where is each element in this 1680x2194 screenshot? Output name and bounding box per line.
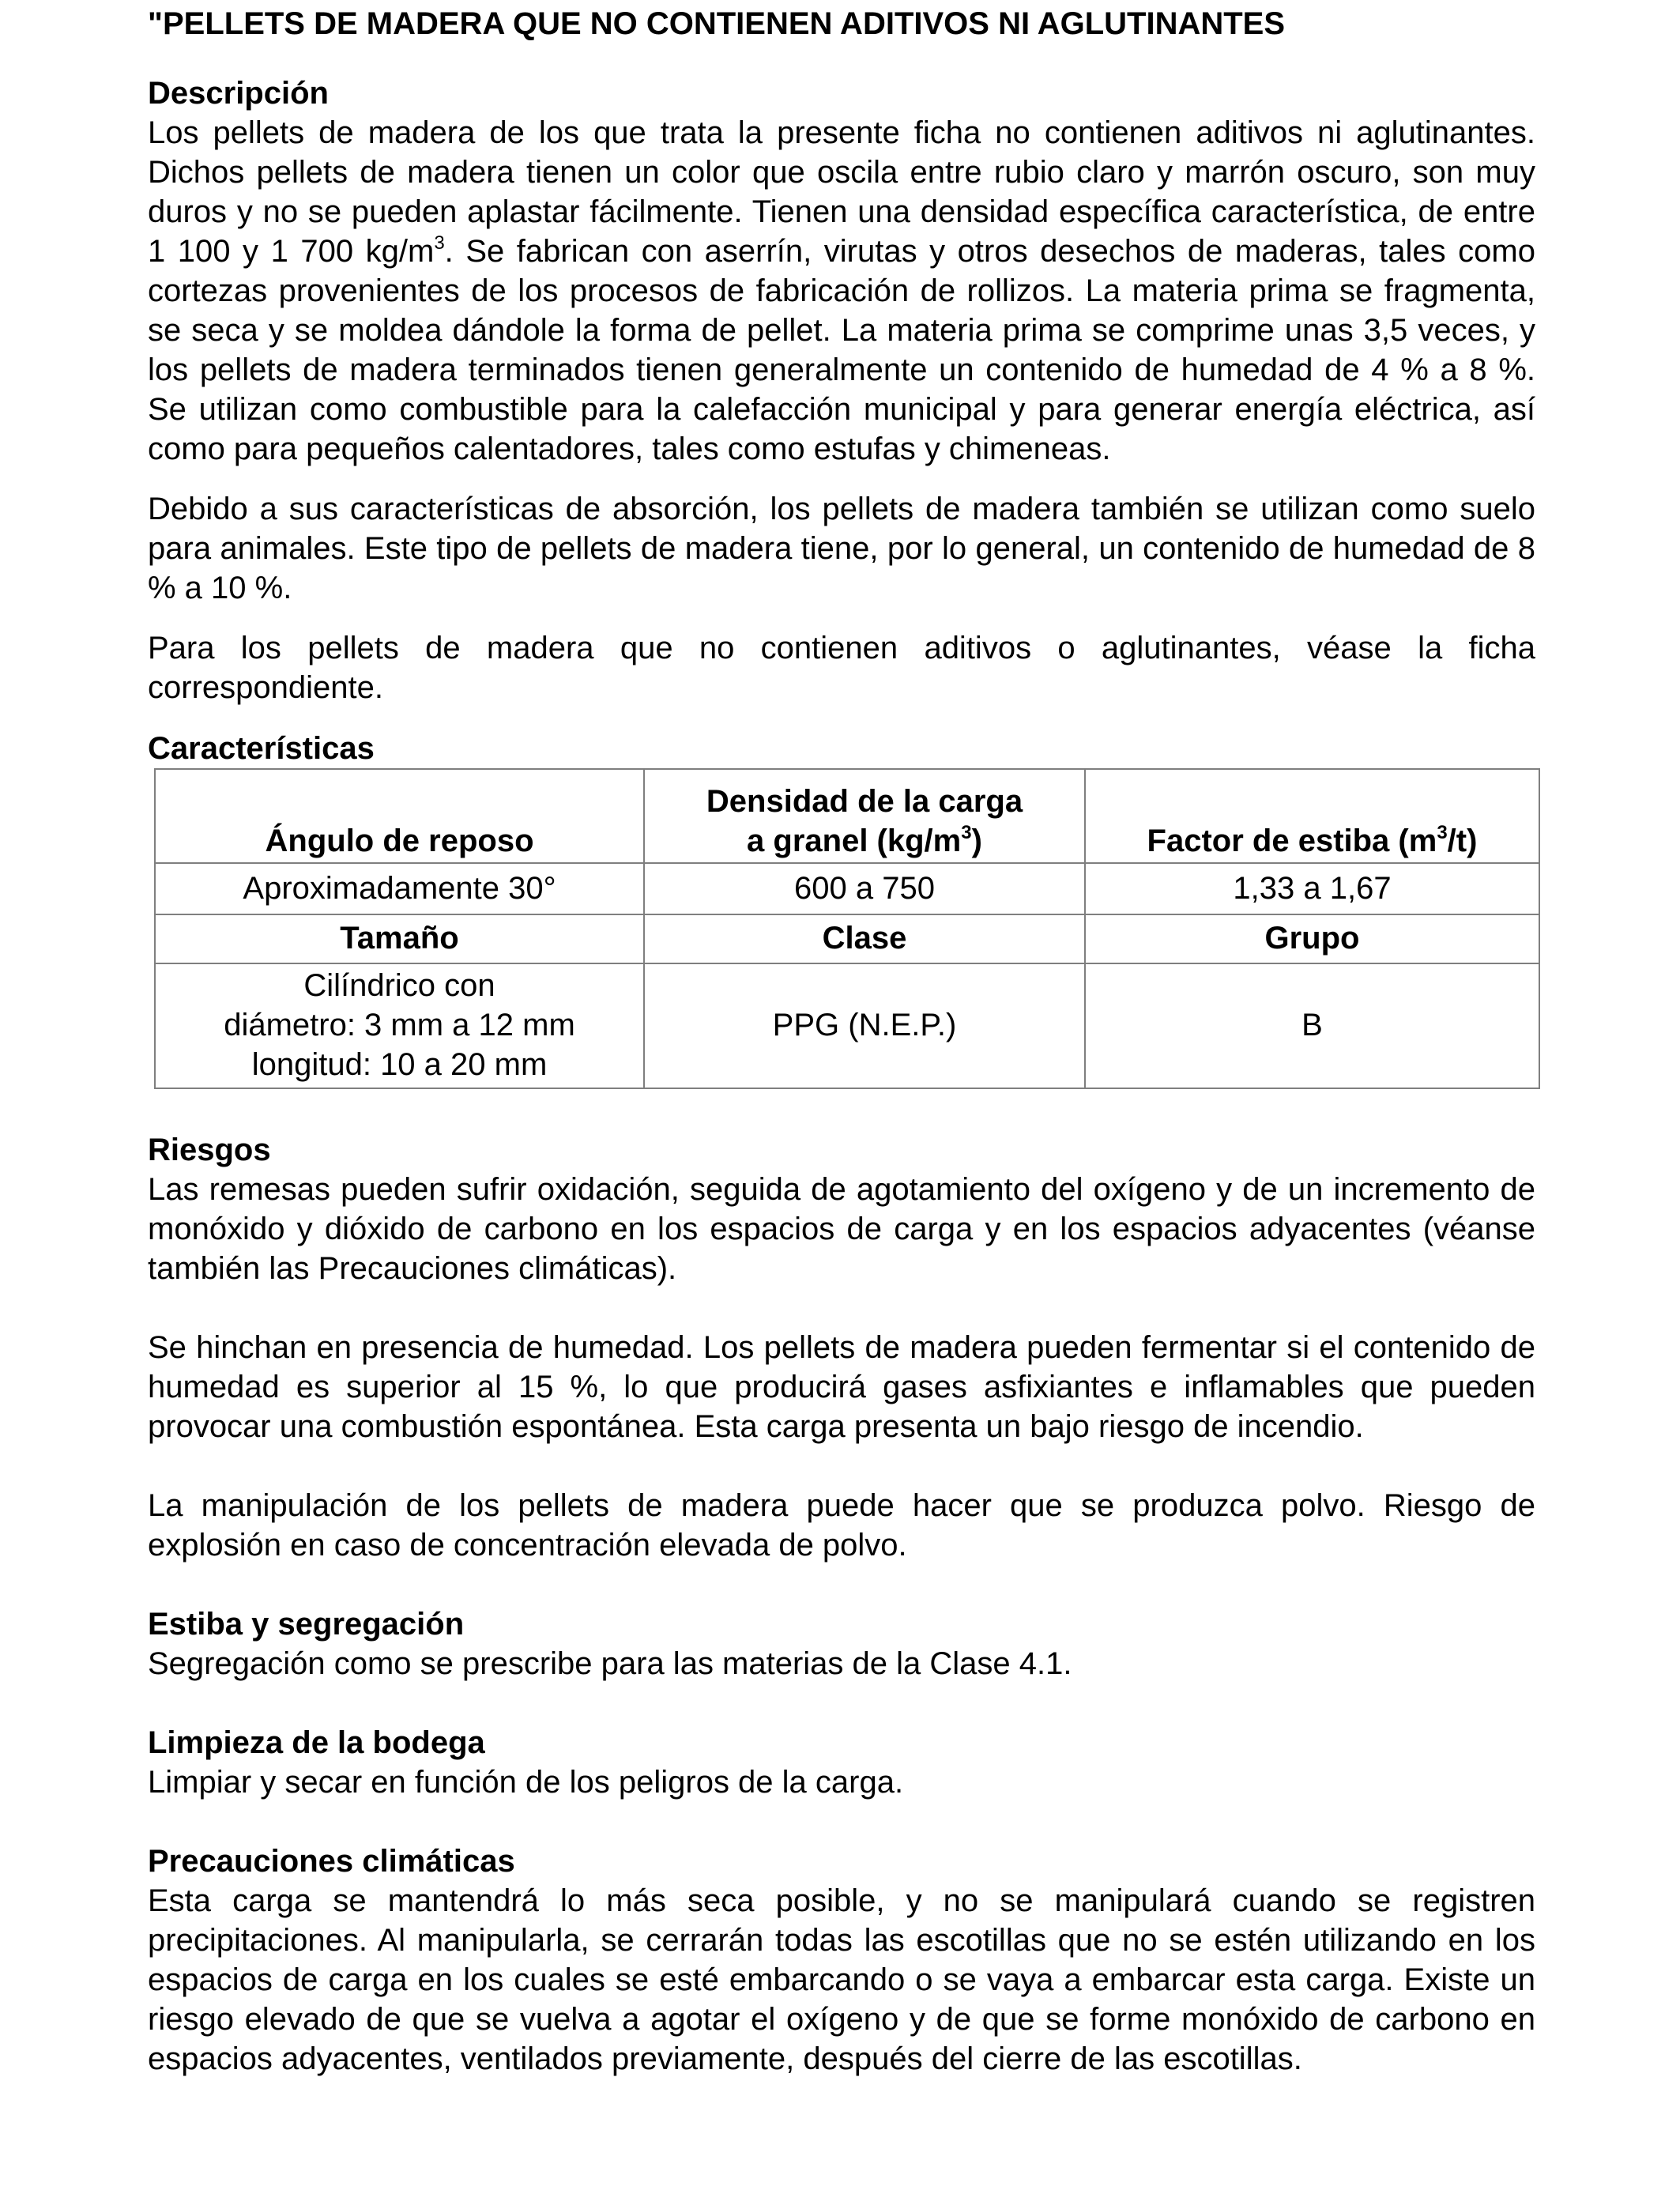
table-row <box>155 769 1539 863</box>
estiba-text: Segregación como se prescribe para las materias de la Clase 4.1. <box>148 1646 1072 1681</box>
superscript: 3 <box>961 822 972 844</box>
limpieza-text: Limpiar y secar en función de los peligros de la carga. <box>148 1765 904 1800</box>
header-densidad <box>644 769 1085 863</box>
section-estiba <box>148 1604 1535 1683</box>
header-angulo: Ángulo de reposo <box>155 769 644 863</box>
cell-grupo: B <box>1085 963 1539 1088</box>
descripcion-paragraph-2: Debido a sus características de absorción, los pellets de madera también se utilizan como suelo para animales. Este tipo de pellets de madera tiene, por lo general, un contenido de humedad de 8 % a 10 %. <box>148 492 1535 605</box>
heading-riesgos: Riesgos <box>148 1133 271 1167</box>
header-densidad-close: ) <box>971 824 982 858</box>
header-factor-text: Factor de estiba (m <box>1147 824 1437 858</box>
document-title: "PELLETS DE MADERA QUE NO CONTIENEN ADITIVOS NI AGLUTINANTES <box>148 6 1286 41</box>
section-caracteristicas <box>148 729 1535 1089</box>
header-factor <box>1085 769 1539 863</box>
cell-tamano <box>155 963 644 1088</box>
riesgos-paragraph-2: Se hinchan en presencia de humedad. Los pellets de madera pueden fermentar si el contenido de humedad es superior al 15 %, lo que producirá gases asfixiantes e inflamables que pueden provocar una combustión espontánea. Esta carga presenta un bajo riesgo de incendio. <box>148 1330 1535 1444</box>
header-tamano: Tamaño <box>155 914 644 963</box>
superscript: 3 <box>1437 822 1448 844</box>
precauciones-text: Esta carga se mantendrá lo más seca posible, y no se manipulará cuando se registren precipitaciones. Al manipularla, se cerrarán todas las escotillas que no se estén utilizando en los espacios de carga en los cuales se esté embarcando o se vaya a embarcar esta carga. Existe un riesgo elevado de que se vuelva a agotar el oxígeno y de que se forme monóxido de carbono en espacios adyacentes, ventilados previamente, después del cierre de las escotillas. <box>148 1883 1535 2076</box>
heading-precauciones: Precauciones climáticas <box>148 1844 515 1879</box>
heading-limpieza: Limpieza de la bodega <box>148 1725 485 1760</box>
descripcion-p1-text-cont: . Se fabrican con aserrín, virutas y otros desechos de maderas, tales como cortezas provenientes de los procesos de fabricación de rollizos. La materia prima se fragmenta, se seca y se moldea dándole la forma de pellet. La materia prima se comprime unas 3,5 veces, y los pellets de madera terminados tienen generalmente un contenido de humedad de 4 % a 8 %. Se utilizan como combustible para la calefacción municipal y para generar energía eléctrica, así como para pequeños calentadores, tales como estufas y chimeneas. <box>148 234 1535 466</box>
characteristics-table <box>154 768 1540 1089</box>
cell-factor: 1,33 a 1,67 <box>1085 863 1539 914</box>
section-descripcion <box>148 74 1535 707</box>
cell-tamano-line: Cilíndrico con <box>303 968 495 1003</box>
header-densidad-text: a granel (kg/m <box>747 824 962 858</box>
descripcion-paragraph-1 <box>148 113 1535 469</box>
section-limpieza <box>148 1723 1535 1802</box>
descripcion-paragraph-3: Para los pellets de madera que no contienen aditivos o aglutinantes, véase la ficha correspondiente. <box>148 631 1535 705</box>
heading-estiba: Estiba y segregación <box>148 1607 465 1642</box>
superscript: 3 <box>434 232 445 254</box>
heading-descripcion: Descripción <box>148 76 329 111</box>
header-grupo: Grupo <box>1085 914 1539 963</box>
riesgos-paragraph-1: Las remesas pueden sufrir oxidación, seguida de agotamiento del oxígeno y de un incremento de monóxido y dióxido de carbono en los espacios de carga y en los espacios adyacentes (véanse también las Precauciones climáticas). <box>148 1172 1535 1286</box>
section-precauciones <box>148 1842 1535 2079</box>
header-densidad-line1: Densidad de la carga <box>706 784 1023 819</box>
header-clase: Clase <box>644 914 1085 963</box>
table-row <box>155 963 1539 1088</box>
riesgos-paragraph-3: La manipulación de los pellets de madera puede hacer que se produzca polvo. Riesgo de explosión en caso de concentración elevada de polvo. <box>148 1488 1535 1563</box>
cell-tamano-line: longitud: 10 a 20 mm <box>251 1047 548 1082</box>
table-row <box>155 914 1539 963</box>
cell-densidad: 600 a 750 <box>644 863 1085 914</box>
cell-clase: PPG (N.E.P.) <box>644 963 1085 1088</box>
heading-caracteristicas: Características <box>148 731 375 766</box>
cell-angulo: Aproximadamente 30° <box>155 863 644 914</box>
section-riesgos <box>148 1130 1535 1565</box>
cell-tamano-line: diámetro: 3 mm a 12 mm <box>224 1008 575 1042</box>
descripcion-p1-text: Los pellets de madera de los que trata la presente ficha no contienen aditivos ni aglutinantes. Dichos pellets de madera tienen un color que oscila entre rubio claro y marrón oscuro, son muy duros y no se pueden aplastar fácilmente. Tienen una densidad específica característica, de entre 1 100 y 1 700 kg/m <box>148 115 1535 269</box>
table-row <box>155 863 1539 914</box>
document-page <box>148 0 1535 2079</box>
header-factor-close: /t) <box>1447 824 1478 858</box>
header-densidad-line2 <box>650 821 1079 861</box>
